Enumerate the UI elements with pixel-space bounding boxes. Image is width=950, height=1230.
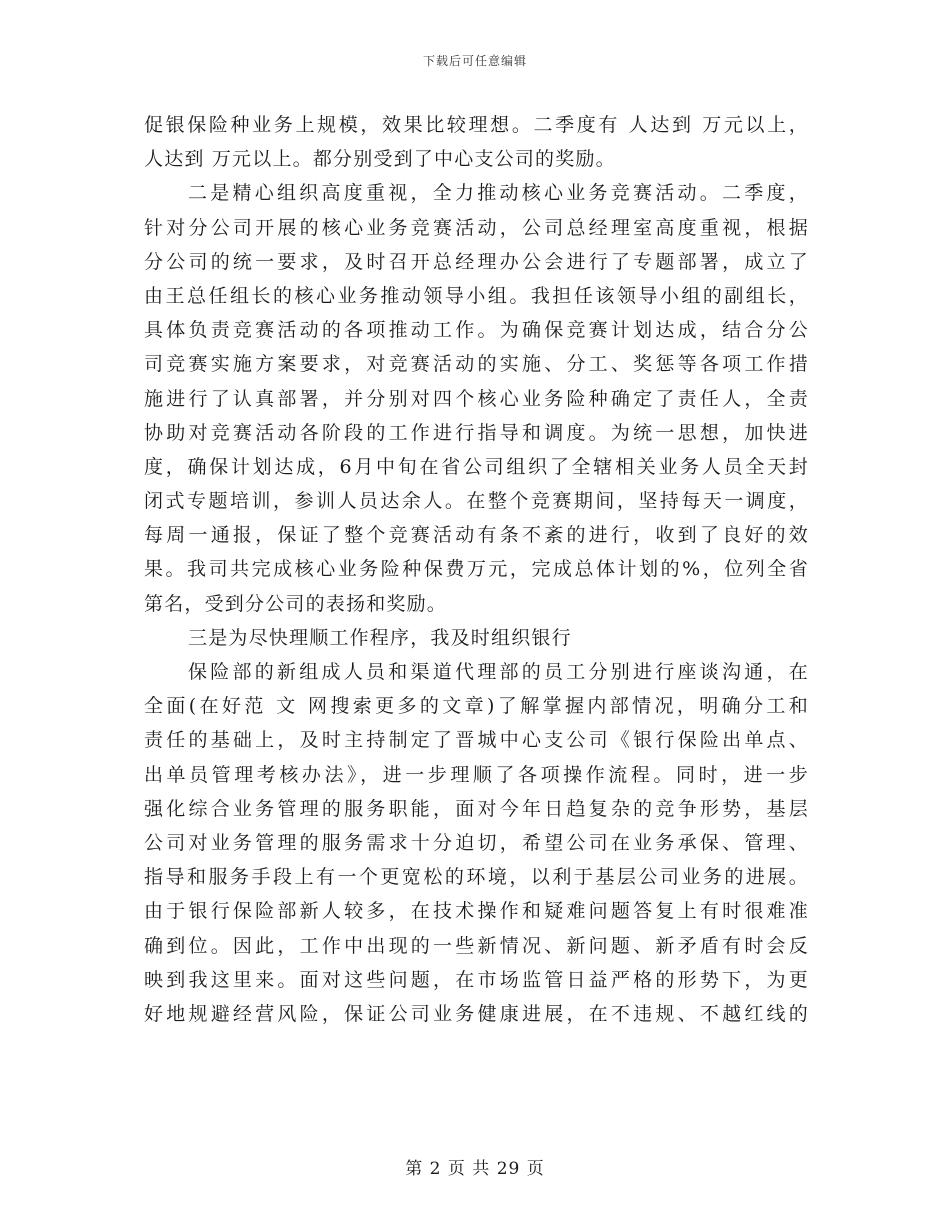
text-line: 第名，受到分公司的表扬和奖励。 [144, 592, 448, 615]
text-line: 闭式专题培训，参训人员达余人。在整个竞赛期间，坚持每天一调度， [144, 490, 809, 513]
text-line: 施进行了认真部署，并分别对四个核心业务险种确定了责任人，全责 [144, 387, 809, 410]
text-line: 针对分公司开展的核心业务竞赛活动，公司总经理室高度重视，根据 [144, 216, 809, 239]
text-line: 由王总任组长的核心业务推动领导小组。我担任该领导小组的副组长， [144, 284, 809, 307]
text-line: 协助对竞赛活动各阶段的工作进行指导和调度。为统一思想，加快进 [144, 421, 809, 444]
text-line: 度，确保计划达成，6月中旬在省公司组织了全辖相关业务人员全天封 [144, 455, 809, 478]
text-line: 促银保险种业务上规模，效果比较理想。二季度有 人达到 万元以上， [144, 114, 809, 136]
document-body [144, 108, 809, 1031]
text-line: 责任的基础上，及时主持制定了晋城中心支公司《银行保险出单点、 [144, 729, 809, 752]
text-line: 出单员管理考核办法》，进一步理顺了各项操作流程。同时，进一步 [144, 763, 809, 786]
text-line: 由于银行保险部新人较多，在技术操作和疑难问题答复上有时很难准 [144, 900, 809, 923]
text-line: 强化综合业务管理的服务职能，面对今年日趋复杂的竞争形势，基层 [144, 797, 809, 820]
page-footer: 第 2 页 共 29 页 [405, 1159, 545, 1179]
text-line: 确到位。因此，工作中出现的一些新情况、新问题、新矛盾有时会反 [144, 934, 809, 957]
text-line: 公司对业务管理的服务需求十分迫切，希望公司在业务承保、管理、 [144, 831, 809, 854]
text-line: 二是精心组织高度重视，全力推动核心业务竞赛活动。二季度， [188, 182, 809, 205]
text-line: 果。我司共完成核心业务险种保费万元，完成总体计划的%，位列全省 [144, 558, 809, 581]
text-line: 人达到 万元以上。都分别受到了中心支公司的奖励。 [144, 148, 616, 171]
text-line: 全面(在好范 文 网搜索更多的文章)了解掌握内部情况，明确分工和 [144, 695, 809, 718]
text-line: 保险部的新组成人员和渠道代理部的员工分别进行座谈沟通，在 [188, 661, 809, 683]
text-line: 三是为尽快理顺工作程序，我及时组织银行 [188, 626, 572, 649]
page-header: 下载后可任意编辑 [422, 54, 527, 68]
text-line: 指导和服务手段上有一个更宽松的环境，以利于基层公司业务的进展。 [144, 866, 809, 889]
text-line: 司竞赛实施方案要求，对竞赛活动的实施、分工、奖惩等各项工作措 [144, 353, 809, 376]
text-line: 分公司的统一要求，及时召开总经理办公会进行了专题部署，成立了 [144, 250, 809, 273]
text-line: 映到我这里来。面对这些问题，在市场监管日益严格的形势下，为更 [144, 968, 809, 991]
text-line: 好地规避经营风险，保证公司业务健康进展，在不违规、不越红线的 [144, 1002, 809, 1025]
text-line: 具体负责竞赛活动的各项推动工作。为确保竞赛计划达成，结合分公 [144, 319, 809, 342]
text-line: 每周一通报，保证了整个竞赛活动有条不紊的进行，收到了良好的效 [144, 524, 809, 547]
